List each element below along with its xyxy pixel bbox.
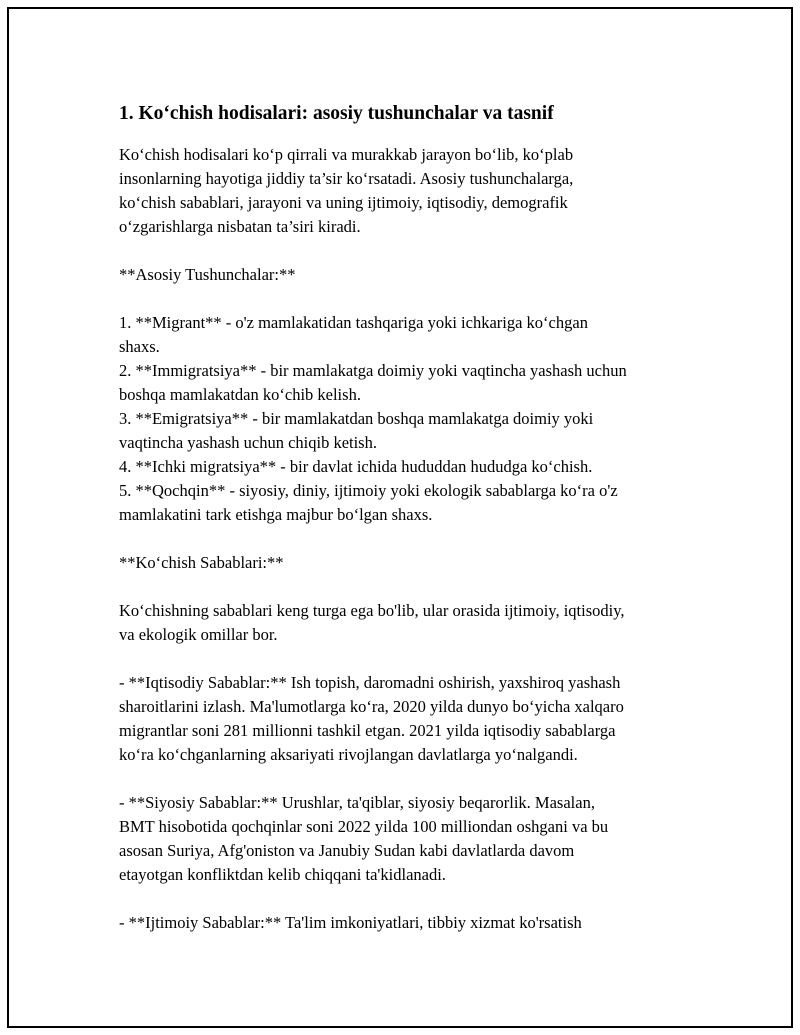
list-item-continuation: boshqa mamlakatdan ko‘chib kelish. — [119, 385, 361, 404]
political-reasons-paragraph — [119, 791, 709, 887]
paragraph-gap — [119, 287, 709, 311]
social-reasons-paragraph — [119, 911, 709, 935]
list-item: 5. **Qochqin** - siyosiy, diniy, ijtimoiy yoki ekologik sabablarga ko‘ra o'z — [119, 481, 618, 500]
intro-paragraph — [119, 143, 709, 239]
list-item: 2. **Immigratsiya** - bir mamlakatga doimiy yoki vaqtincha yashash uchun — [119, 361, 627, 380]
document-body — [119, 101, 709, 935]
list-item-continuation: vaqtincha yashash uchun chiqib ketish. — [119, 433, 377, 452]
paragraph-gap — [119, 527, 709, 551]
document-page — [7, 7, 793, 1028]
text-line: Ko‘chishning sabablari keng turga ega bo'lib, ular orasida ijtimoiy, iqtisodiy, — [119, 601, 625, 620]
text-line: etayotgan konfliktdan kelib chiqqani ta'kidlanadi. — [119, 865, 446, 884]
text-line: ko‘chish sabablari, jarayoni va uning ijtimoiy, iqtisodiy, demografik — [119, 193, 568, 212]
text-line: o‘zgarishlarga nisbatan ta’siri kiradi. — [119, 217, 361, 236]
text-line: Ko‘chish hodisalari ko‘p qirrali va murakkab jarayon bo‘lib, ko‘plab — [119, 145, 574, 164]
paragraph-gap — [119, 575, 709, 599]
paragraph-gap — [119, 887, 709, 911]
economic-reasons-paragraph — [119, 671, 709, 767]
concepts-list — [119, 311, 709, 527]
reasons-heading: **Ko‘chish Sabablari:** — [119, 553, 284, 572]
concepts-heading: **Asosiy Tushunchalar:** — [119, 265, 296, 284]
text-line: ko‘ra ko‘chganlarning aksariyati rivojlangan davlatlarga yo‘nalgandi. — [119, 745, 578, 764]
text-line: - **Ijtimoiy Sabablar:** Ta'lim imkoniyatlari, tibbiy xizmat ko'rsatish — [119, 913, 582, 932]
text-line: sharoitlarini izlash. Ma'lumotlarga ko‘ra, 2020 yilda dunyo bo‘yicha xalqaro — [119, 697, 624, 716]
paragraph-gap — [119, 647, 709, 671]
text-line: migrantlar soni 281 millionni tashkil etgan. 2021 yilda iqtisodiy sabablarga — [119, 721, 616, 740]
reasons-intro-paragraph — [119, 599, 709, 647]
paragraph-gap — [119, 767, 709, 791]
text-line: - **Iqtisodiy Sabablar:** Ish topish, daromadni oshirish, yaxshiroq yashash — [119, 673, 621, 692]
text-line: - **Siyosiy Sabablar:** Urushlar, ta'qiblar, siyosiy beqarorlik. Masalan, — [119, 793, 595, 812]
list-item-continuation: mamlakatini tark etishga majbur bo‘lgan shaxs. — [119, 505, 433, 524]
text-line: BMT hisobotida qochqinlar soni 2022 yilda 100 milliondan oshgani va bu — [119, 817, 609, 836]
list-item: 3. **Emigratsiya** - bir mamlakatdan boshqa mamlakatga doimiy yoki — [119, 409, 594, 428]
list-item-continuation: shaxs. — [119, 337, 160, 356]
text-line: asosan Suriya, Afg'oniston va Janubiy Sudan kabi davlatlarda davom — [119, 841, 575, 860]
list-item: 4. **Ichki migratsiya** - bir davlat ichida hududdan hududga ko‘chish. — [119, 457, 593, 476]
text-line: insonlarning hayotiga jiddiy ta’sir ko‘rsatadi. Asosiy tushunchalarga, — [119, 169, 574, 188]
section-title: 1. Ko‘chish hodisalari: asosiy tushunchalar va tasnif — [119, 103, 554, 124]
text-line: va ekologik omillar bor. — [119, 625, 278, 644]
list-item: 1. **Migrant** - o'z mamlakatidan tashqariga yoki ichkariga ko‘chgan — [119, 313, 588, 332]
paragraph-gap — [119, 239, 709, 263]
